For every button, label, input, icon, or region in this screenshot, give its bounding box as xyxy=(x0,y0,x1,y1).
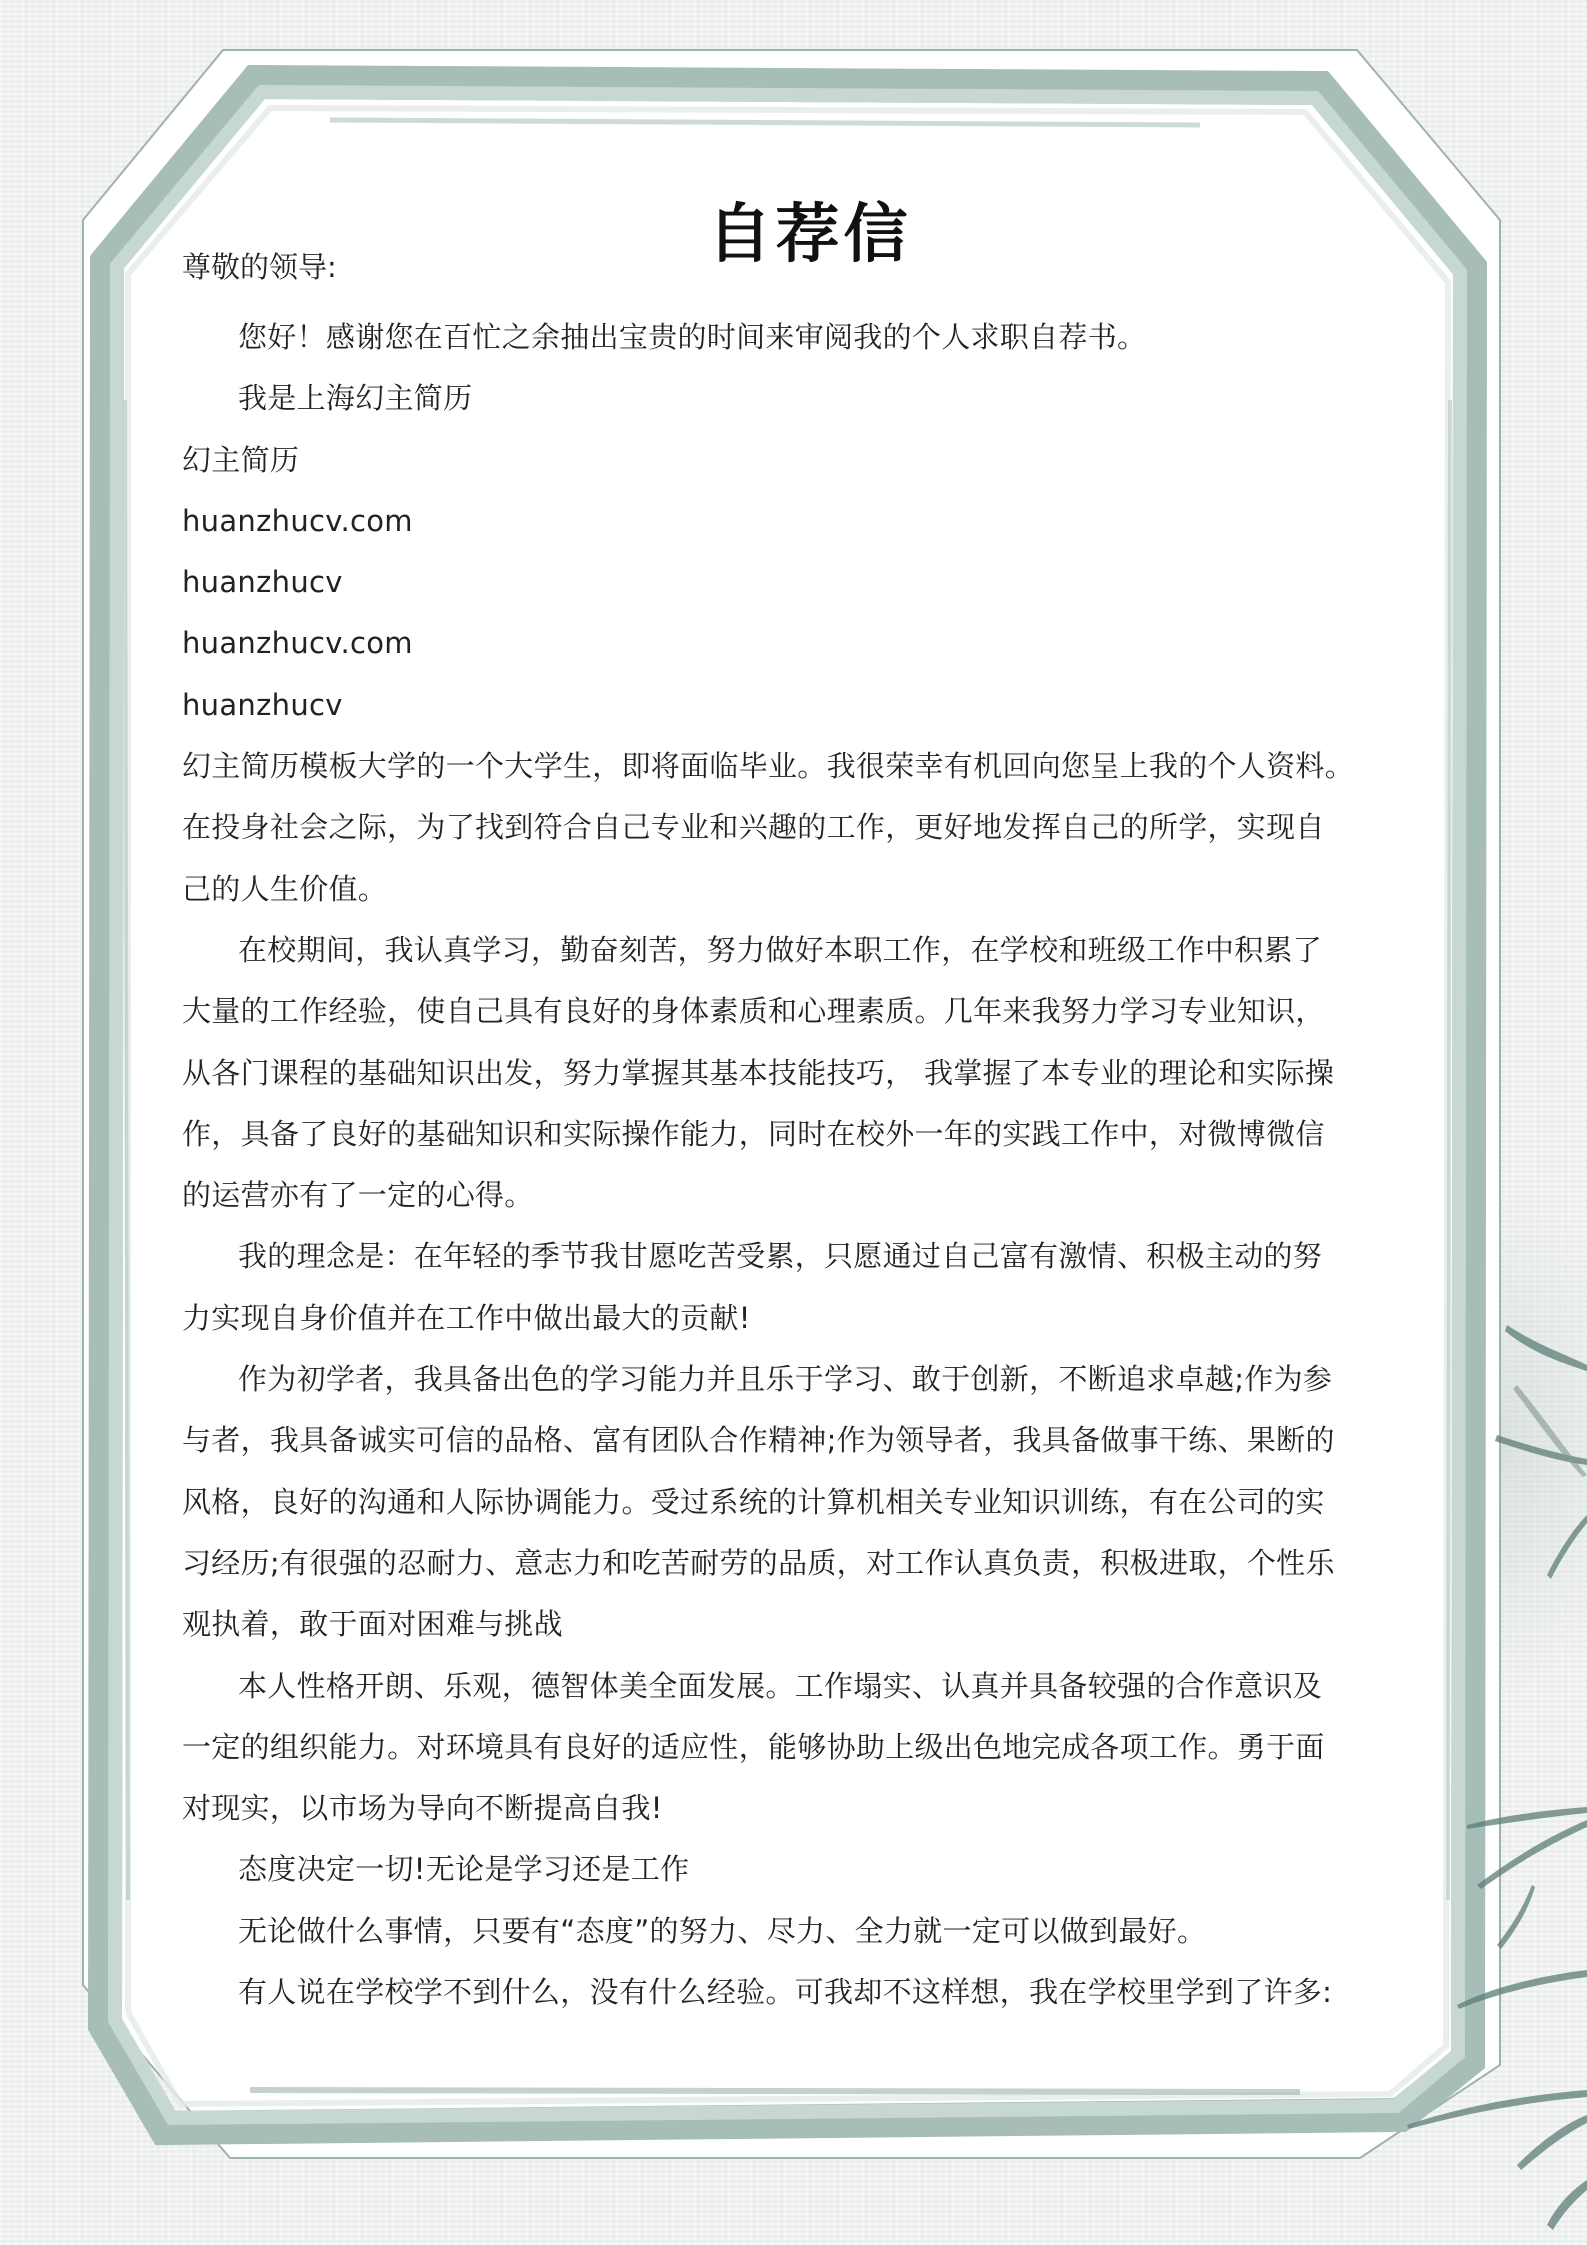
body-line: 在投身社会之际，为了找到符合自己专业和兴趣的工作，更好地发挥自己的所学，实现自 xyxy=(182,810,1325,845)
body-line: 的运营亦有了一定的心得。 xyxy=(182,1178,534,1213)
body-line: 对现实，以市场为导向不断提高自我! xyxy=(182,1791,663,1826)
body-line: 大量的工作经验，使自己具有良好的身体素质和心理素质。几年来我努力学习专业知识， xyxy=(182,994,1325,1029)
body-line: 幻主简历 xyxy=(182,442,300,477)
body-line: 无论做什么事情，只要有“态度”的努力、尽力、全力就一定可以做到最好。 xyxy=(238,1913,1207,1948)
body-line: 风格，良好的沟通和人际协调能力。受过系统的计算机相关专业知识训练，有在公司的实 xyxy=(182,1484,1325,1519)
body-line: 观执着，敢于面对困难与挑战 xyxy=(182,1607,563,1642)
body-line: huanzhucv.com xyxy=(182,626,413,661)
body-line: 从各门课程的基础知识出发，努力掌握其基本技能技巧， 我掌握了本专业的理论和实际操 xyxy=(182,1055,1335,1090)
body-line: 在校期间，我认真学习，勤奋刻苦，努力做好本职工作，在学校和班级工作中积累了 xyxy=(238,932,1323,967)
body-line: 作为初学者，我具备出色的学习能力并且乐于学习、敢于创新，不断追求卓越;作为参 xyxy=(238,1362,1333,1397)
salutation: 尊敬的领导: xyxy=(182,250,337,284)
body-line: 作，具备了良好的基础知识和实际操作能力，同时在校外一年的实践工作中，对微博微信 xyxy=(182,1116,1325,1151)
body-line: 习经历;有很强的忍耐力、意志力和吃苦耐劳的品质，对工作认真负责，积极进取，个性乐 xyxy=(182,1545,1335,1580)
body-line: 我是上海幻主简历 xyxy=(238,381,473,416)
body-line: huanzhucv xyxy=(182,687,343,722)
body-line: huanzhucv xyxy=(182,565,343,600)
letter-body xyxy=(182,307,1437,2023)
body-line: 幻主简历模板大学的一个大学生，即将面临毕业。我很荣幸有机回向您呈上我的个人资料。 xyxy=(182,749,1355,784)
body-line: 有人说在学校学不到什么，没有什么经验。可我却不这样想，我在学校里学到了许多: xyxy=(238,1975,1333,2010)
body-line: 您好！感谢您在百忙之余抽出宝贵的时间来审阅我的个人求职自荐书。 xyxy=(238,320,1147,354)
body-line: 我的理念是：在年轻的季节我甘愿吃苦受累，只愿通过自己富有激情、积极主动的努 xyxy=(238,1239,1323,1274)
letter-title: 自荐信 xyxy=(707,197,912,272)
body-line: 与者，我具备诚实可信的品格、富有团队合作精神;作为领导者，我具备做事干练、果断的 xyxy=(182,1423,1335,1458)
body-line: 一定的组织能力。对环境具有良好的适应性，能够协助上级出色地完成各项工作。勇于面 xyxy=(182,1729,1325,1764)
body-line: 力实现自身价值并在工作中做出最大的贡献! xyxy=(182,1300,751,1335)
body-line: 本人性格开朗、乐观，德智体美全面发展。工作塌实、认真并具备较强的合作意识及 xyxy=(238,1668,1323,1703)
body-line: 己的人生价值。 xyxy=(182,871,388,906)
body-line: huanzhucv.com xyxy=(182,503,413,538)
body-line: 态度决定一切!无论是学习还是工作 xyxy=(238,1852,690,1887)
